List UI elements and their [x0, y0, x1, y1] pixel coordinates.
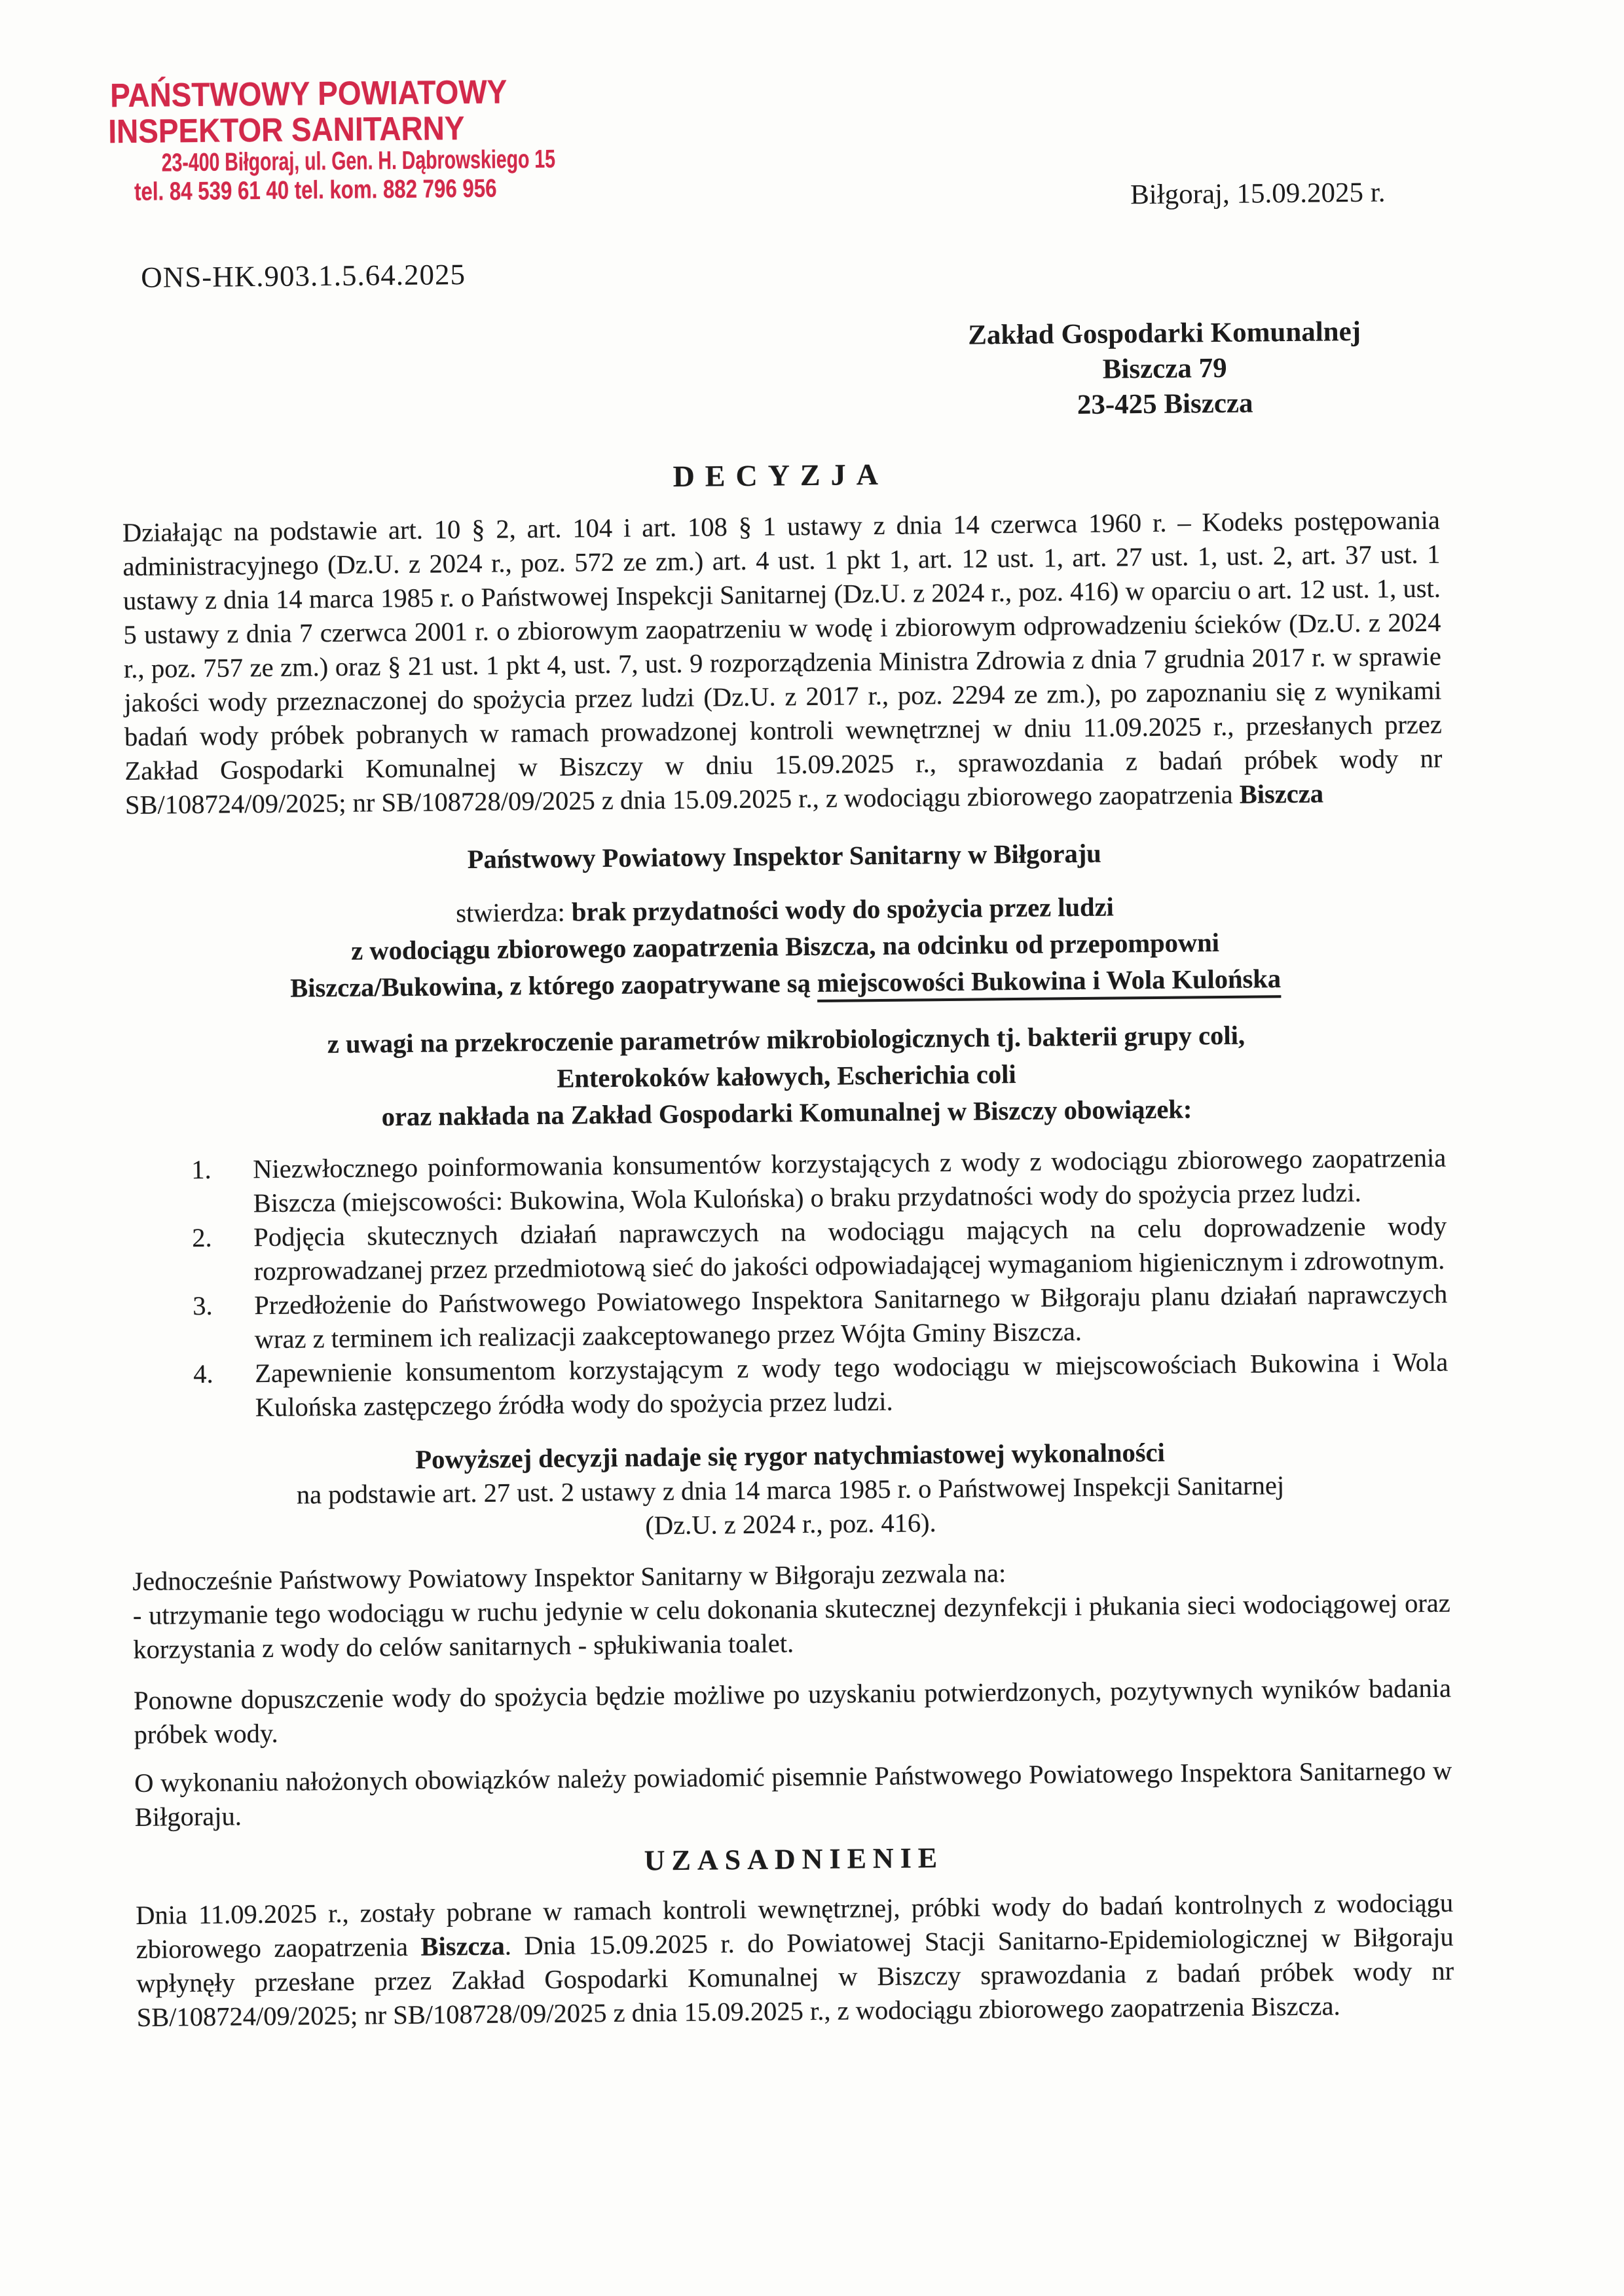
- addressee-street: Biszcza 79: [1102, 352, 1227, 385]
- notification-paragraph: O wykonaniu nałożonych obowiązków należy powiadomić pisemnie Państwowego Powiatowego Inspektora Sanitarnego w Biłgoraju.: [134, 1755, 1452, 1832]
- permission-item-paragraph: - utrzymanie tego wodociągu w ruchu jedynie w celu dokonania skutecznej dezynfekcji i płukania sieci wodociągowej oraz korzystania z wody do celów sanitarnych - spłukiwania toalet.: [132, 1588, 1450, 1664]
- finding-section-line: Biszcza/Bukowina, z którego zaopatrywane są miejscowości Bukowina i Wola Kulońska: [289, 964, 1282, 1003]
- obligation-item-3: 3. Przedłożenie do Państwowego Powiatowego Inspektora Sanitarnego w Biłgoraju planu działań naprawczych wraz z terminem ich realizacji zaakceptowanego przez Wójta Gminy Biszcza.: [193, 1279, 1448, 1355]
- obligation-item-1: 1. Niezwłocznego poinformowania konsumentów korzystających z wody z wodociągu zbiorowego zaopatrzenia Biszcza (miejscowości: Bukowina, Wola Kulońska) o braku przydatności wody do spożycia przez ludzi.: [191, 1142, 1447, 1218]
- stamp-address-line: 23-400 Biłgoraj, ul. Gen. H. Dąbrowskiego 15: [161, 145, 556, 177]
- finding-scope-line: z wodociągu zbiorowego zaopatrzenia Biszcza, na odcinku od przepompowni: [351, 928, 1220, 966]
- rigor-basis-line-1: na podstawie art. 27 ust. 2 ustawy z dnia 14 marca 1985 r. o Państwowej Inspekcji Sanitarnej: [296, 1470, 1285, 1510]
- rigor-clause-line: Powyższej decyzji nadaje się rygor natychmiastowej wykonalności: [415, 1437, 1165, 1474]
- sanitary-inspector-stamp: [88, 73, 556, 208]
- underlined-localities: miejscowości Bukowina i Wola Kulońska: [817, 964, 1282, 998]
- document-body: [122, 452, 1454, 2035]
- permission-intro-paragraph: Jednocześnie Państwowy Powiatowy Inspektor Sanitarny w Biłgoraju zezwala na:: [132, 1558, 1006, 1596]
- finding-statement-line: stwierdza: brak przydatności wody do spożycia przez ludzi: [456, 892, 1115, 928]
- rigor-block: [131, 1433, 1449, 1548]
- preamble-bold-waterworks-name: Biszcza: [1239, 778, 1324, 809]
- reference-number: ONS-HK.903.1.5.64.2025: [140, 258, 466, 294]
- justification-heading: UZASADNIENIE: [644, 1842, 944, 1877]
- stamp-org-line1: PAŃSTWOWY POWIATOWY: [109, 73, 507, 115]
- addressee-name: Zakład Gospodarki Komunalnej: [968, 316, 1361, 351]
- stamp-phone-line: tel. 84 539 61 40 tel. kom. 882 796 956: [134, 174, 497, 206]
- stamp-org-line2: INSPEKTOR SANITARNY: [108, 109, 465, 151]
- findings-block: [126, 832, 1446, 1138]
- rigor-basis-line-2: (Dz.U. z 2024 r., poz. 416).: [645, 1508, 936, 1540]
- inspector-title-line: Państwowy Powiatowy Inspektor Sanitarny w Biłgoraju: [467, 838, 1101, 875]
- reason-line-1: z uwagi na przekroczenie parametrów mikrobiologicznych tj. bakterii grupy coli,: [327, 1020, 1246, 1059]
- reason-line-2: Enterokoków kałowych, Escherichia coli: [557, 1059, 1016, 1093]
- obligation-intro-line: oraz nakłada na Zakład Gospodarki Komunalnej w Biszczy obowiązek:: [381, 1094, 1192, 1132]
- readmission-paragraph: Ponowne dopuszczenie wody do spożycia będzie możliwe po uzyskaniu potwierdzonych, pozytywnych wyników badania próbek wody.: [133, 1673, 1452, 1749]
- legal-preamble-paragraph: Działając na podstawie art. 10 § 2, art. 104 i art. 108 § 1 ustawy z dnia 14 czerwca 1960 r. – Kodeks postępowania administracyjnego (Dz.U. z 2024 r., poz. 572 ze zm.) art. 4 ust. 1 pkt 1, art. 12 ust. 1, art. 27 ust. 1, ust. 2, art. 37 ust. 1 ustawy z dnia 14 marca 1985 r. o Państwowej Inspekcji Sanitarnej (Dz.U. z 2024 r., poz. 416) w oparciu o art. 12 ust. 1, ust. 5 ustawy z dnia 7 czerwca 2001 r. o zbiorowym zaopatrzeniu w wodę i zbiorowym odprowadzeniu ścieków (Dz.U. z 2024 r., poz. 757 ze zm.) oraz § 21 ust. 1 pkt 4, ust. 7, ust. 9 rozporządzenia Ministra Zdrowia z dnia 7 grudnia 2017 r. w sprawie jakości wody przeznaczonej do spożycia przez ludzi (Dz.U. z 2017 r., poz. 2294 ze zm.), po zapoznaniu się z wynikami badań wody próbek pobranych w ramach prowadzonej kontroli wewnętrznej w dniu 11.09.2025 r., przesłanych przez Zakład Gospodarki Komunalnej w Biszczy w dniu 15.09.2025 r., sprawozdania z badań próbek wody nr SB/108724/09/2025; nr SB/108728/09/2025 z dnia 15.09.2025 r., z wodociągu zbiorowego zaopatrzenia Biszcza: [122, 505, 1443, 820]
- place-and-date: Biłgoraj, 15.09.2025 r.: [1130, 177, 1386, 211]
- justification-paragraph: Dnia 11.09.2025 r., zostały pobrane w ramach kontroli wewnętrznej, próbki wody do badań kontrolnych z wodociągu zbiorowego zaopatrzenia Biszcza. Dnia 15.09.2025 r. do Powiatowej Stacji Sanitarno-Epidemiologicznej w Biłgoraju wpłynęły przesłane przez Zakład Gospodarki Komunalnej w Biszczy sprawozdania z badań próbek wody nr SB/108724/09/2025; nr SB/108728/09/2025 z dnia 15.09.2025 r., z wodociągu zbiorowego zaopatrzenia Biszcza.: [136, 1887, 1454, 2032]
- obligations-list: [128, 1141, 1449, 1426]
- justification-bold-waterworks-name: Biszcza: [420, 1931, 505, 1961]
- addressee-block: [935, 314, 1395, 424]
- addressee-city: 23-425 Biszcza: [1077, 388, 1253, 421]
- obligation-item-2: 2. Podjęcia skutecznych działań naprawczych na wodociągu mających na celu doprowadzenie wody rozprowadzanej przez przedmiotową sieć do jakości odpowiadającej wymaganiom higienicznym i zdrowotnym.: [192, 1211, 1447, 1286]
- decision-heading: DECYZJA: [673, 457, 889, 493]
- obligation-item-4: 4. Zapewnienie konsumentom korzystającym z wody tego wodociągu w miejscowościach Bukowina i Wola Kulońska zastępczego źródła wody do spożycia przez ludzi.: [193, 1347, 1449, 1423]
